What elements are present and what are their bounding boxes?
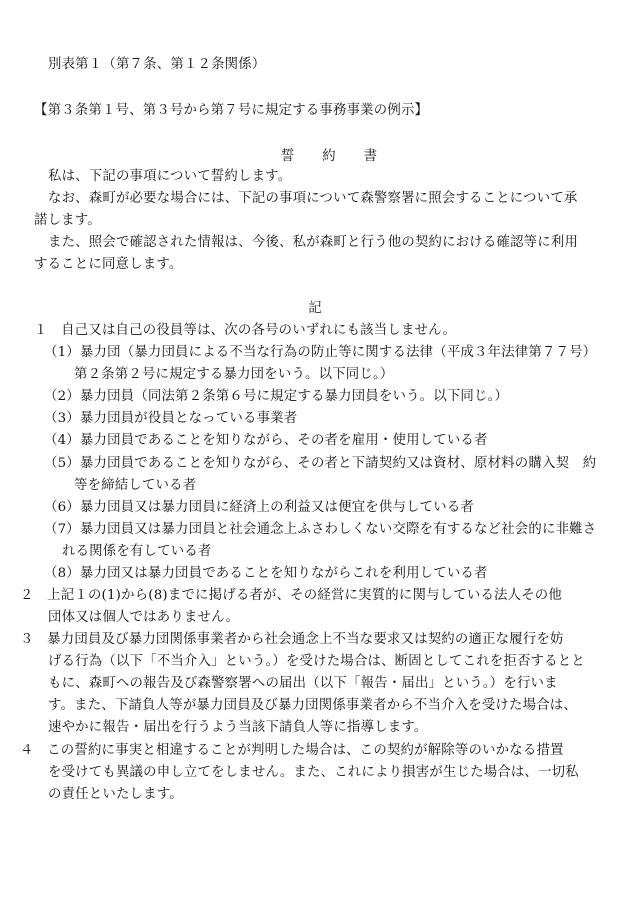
item-2-line-2: 団体又は個人ではありません。 bbox=[48, 610, 240, 625]
item-1-sub-3: （3）暴力団員が役員となっている事業者 bbox=[44, 411, 298, 426]
item-3-line-5: 速やかに報告・届出を行うよう当該下請負人等に指導します。 bbox=[48, 720, 428, 735]
item-1-sub-7-cont: れる関係を有している者 bbox=[62, 544, 212, 559]
document-title: 誓約書 bbox=[280, 149, 406, 164]
intro-line-5: することに同意します。 bbox=[34, 257, 183, 272]
item-4-line-3: の責任といたします。 bbox=[48, 787, 183, 802]
item-1-sub-1-cont: 第２条第２号に規定する暴力団をいう。以下同じ。） bbox=[74, 367, 394, 382]
intro-line-4: また、照会で確認された情報は、今後、私が森町と行う他の契約における確認等に利用 bbox=[48, 235, 579, 250]
ki-heading: 記 bbox=[308, 301, 322, 316]
item-1-sub-6: （6）暴力団員又は暴力団員に経済上の利益又は便宜を供与している者 bbox=[44, 500, 475, 515]
intro-line-1: 私は、下記の事項について誓約します。 bbox=[48, 169, 292, 184]
item-3-line-3: もに、森町への報告及び森警察署への届出（以下「報告・届出」という。）を行いま bbox=[48, 676, 558, 691]
item-1-sub-8: （8）暴力団又は暴力団員であることを知りながらこれを利用している者 bbox=[44, 566, 488, 581]
item-3-line-1: ３ 暴力団員及び暴力団関係事業者から社会通念上不当な要求又は契約の適正な履行を妨 bbox=[20, 632, 564, 647]
item-1-sub-5: （5）暴力団員であることを知りながら、その者と下請契約又は資材、原材料の購入契 約 bbox=[44, 456, 597, 471]
item-2-line-1: ２ 上記１の(1)から(8)までに掲げる者が、その経営に実質的に関与している法人その他 bbox=[20, 588, 562, 603]
item-4-line-1: ４ この誓約に事実と相違することが判明した場合は、この契約が解除等のいかなる措置 bbox=[20, 743, 564, 758]
item-1: １ 自己又は自己の役員等は、次の各号のいずれにも該当しません。 bbox=[34, 323, 457, 338]
item-1-sub-7: （7）暴力団員又は暴力団員と社会通念上ふさわしくない交際を有するなど社会的に非難さ bbox=[44, 522, 597, 537]
example-heading: 【第３条第１号、第３号から第７号に規定する事務事業の例示】 bbox=[34, 103, 429, 118]
item-1-sub-4: （4）暴力団員であることを知りながら、その者を雇用・使用している者 bbox=[44, 433, 488, 448]
item-1-sub-2: （2）暴力団員（同法第２条第６号に規定する暴力団員をいう。以下同じ。） bbox=[44, 389, 509, 404]
item-3-line-4: す。また、下請負人等が暴力団員及び暴力団関係事業者から不当介入を受けた場合は、 bbox=[48, 698, 577, 713]
item-1-sub-1: （1）暴力団（暴力団員による不当な行為の防止等に関する法律（平成３年法律第７７号） bbox=[44, 345, 597, 360]
item-4-line-2: を受けても異議の申し立てをしません。また、これにより損害が生じた場合は、一切私 bbox=[48, 765, 579, 780]
item-3-line-2: げる行為（以下「不当介入」という。）を受けた場合は、断固としてこれを拒否するとと bbox=[48, 654, 585, 669]
annex-reference: 別表第１（第７条、第１２条関係） bbox=[48, 57, 266, 72]
intro-line-2: なお、森町が必要な場合には、下記の事項について森警察署に照会することについて承 bbox=[48, 191, 578, 206]
item-1-sub-5-cont: 等を締結している者 bbox=[74, 478, 197, 493]
intro-line-3: 諾します。 bbox=[34, 213, 101, 228]
